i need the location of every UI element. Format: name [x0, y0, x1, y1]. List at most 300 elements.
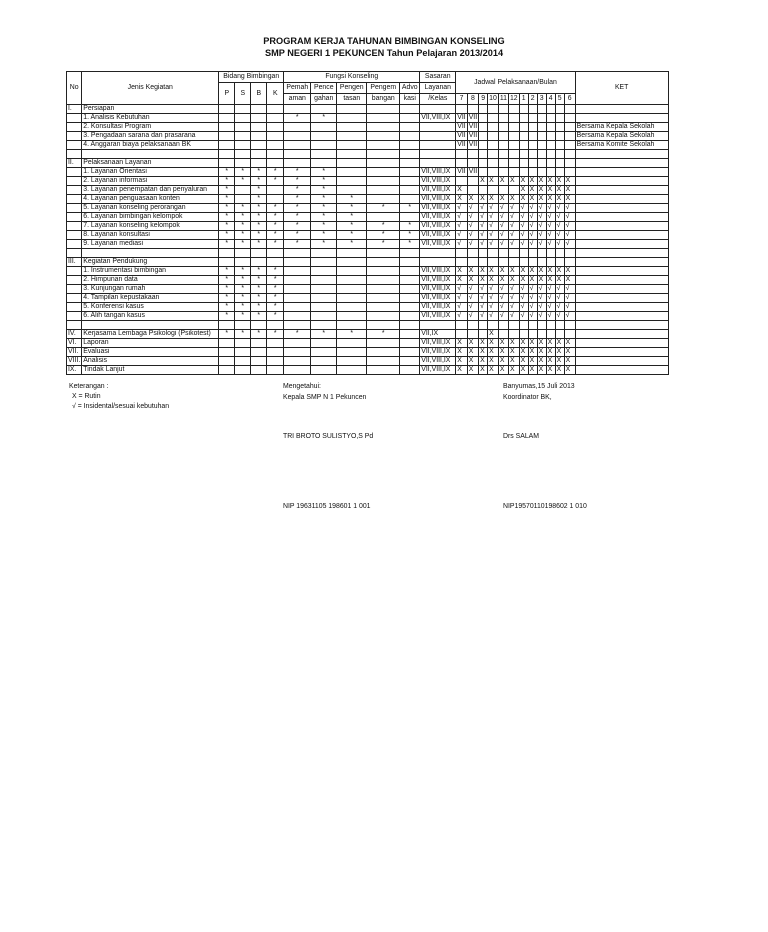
- fungsi-mark: [337, 366, 367, 375]
- keterangan: [575, 177, 668, 186]
- fungsi-mark: [284, 348, 311, 357]
- fungsi-mark: [311, 312, 337, 321]
- bidang-mark: *: [235, 285, 251, 294]
- month-mark: √: [456, 240, 467, 249]
- fungsi-mark: [284, 339, 311, 348]
- activity-name: 2. Layanan informasi: [82, 177, 219, 186]
- month-mark: [555, 141, 564, 150]
- month-mark: X: [519, 366, 528, 375]
- month-mark: X: [555, 177, 564, 186]
- activity-name: 7. Layanan konseling kelompok: [82, 222, 219, 231]
- month-mark: [479, 105, 488, 114]
- row-number: II.: [67, 159, 82, 168]
- month-mark: √: [467, 312, 478, 321]
- principal-name: TRI BROTO SULISTYO,S Pd: [283, 433, 374, 440]
- month-mark: [508, 186, 519, 195]
- fungsi-mark: [311, 348, 337, 357]
- month-mark: [498, 141, 508, 150]
- bidang-mark: *: [251, 222, 267, 231]
- fungsi-mark: *: [367, 330, 400, 339]
- month-mark: X: [546, 366, 555, 375]
- header-fungsi-col-top: Pengen: [337, 83, 367, 94]
- table-row: [67, 204, 669, 213]
- fungsi-mark: [337, 258, 367, 267]
- fungsi-mark: [284, 141, 311, 150]
- bidang-mark: *: [235, 276, 251, 285]
- table-row: [67, 168, 669, 177]
- bidang-mark: *: [235, 213, 251, 222]
- bidang-mark: [235, 339, 251, 348]
- month-mark: VII: [457, 132, 466, 139]
- fungsi-mark: [400, 348, 420, 357]
- month-mark: [519, 150, 528, 159]
- month-mark: [564, 258, 575, 267]
- month-mark: √: [564, 303, 575, 312]
- row-number: [67, 123, 82, 132]
- fungsi-mark: [337, 348, 367, 357]
- month-mark: X: [467, 267, 478, 276]
- month-mark: √: [555, 231, 564, 240]
- month-mark: [498, 321, 508, 330]
- month-mark: X: [479, 339, 488, 348]
- header-fungsi-col-top: Pengem: [367, 83, 400, 94]
- fungsi-mark: [400, 114, 420, 123]
- month-mark: [479, 249, 488, 258]
- row-number: [67, 150, 82, 159]
- month-mark: [479, 186, 488, 195]
- fungsi-mark: [367, 213, 400, 222]
- month-mark: √: [508, 312, 519, 321]
- month-mark: X: [488, 177, 499, 186]
- fungsi-mark: [367, 321, 400, 330]
- fungsi-mark: *: [311, 222, 337, 231]
- fungsi-mark: [337, 339, 367, 348]
- month-mark: √: [519, 222, 528, 231]
- row-number: [67, 222, 82, 231]
- program-table: [66, 71, 669, 375]
- fungsi-mark: [400, 105, 420, 114]
- bidang-mark: [251, 105, 267, 114]
- place-date: Banyumas,15 Juli 2013: [503, 383, 575, 390]
- activity-name: 4. Tampilan kepustakaan: [82, 294, 219, 303]
- principal-title: Kepala SMP N 1 Pekuncen: [283, 394, 367, 401]
- table-row: [67, 105, 669, 114]
- fungsi-mark: [337, 114, 367, 123]
- month-mark: X: [467, 195, 478, 204]
- month-mark: [479, 168, 488, 177]
- activity-name: 1. Instrumentasi bimbingan: [82, 267, 219, 276]
- fungsi-mark: [400, 366, 420, 375]
- bidang-mark: *: [235, 204, 251, 213]
- month-mark: X: [546, 357, 555, 366]
- month-mark: X: [564, 357, 575, 366]
- fungsi-mark: *: [400, 231, 420, 240]
- bidang-mark: *: [267, 204, 284, 213]
- bidang-mark: *: [251, 231, 267, 240]
- fungsi-mark: [284, 249, 311, 258]
- header-fungsi-col-top: Pence: [311, 83, 337, 94]
- fungsi-mark: [337, 159, 367, 168]
- bidang-mark: *: [219, 213, 235, 222]
- bidang-mark: [235, 321, 251, 330]
- month-mark: X: [479, 177, 488, 186]
- month-mark: √: [528, 231, 537, 240]
- month-mark: X: [546, 186, 555, 195]
- month-mark: X: [555, 186, 564, 195]
- fungsi-mark: *: [284, 330, 311, 339]
- month-mark: X: [456, 348, 467, 357]
- month-mark: [519, 258, 528, 267]
- activity-name: Evaluasi: [82, 348, 219, 357]
- month-mark: [479, 132, 488, 141]
- month-mark: VII: [468, 123, 478, 130]
- month-mark: X: [564, 339, 575, 348]
- bidang-mark: *: [219, 168, 235, 177]
- month-mark: X: [564, 195, 575, 204]
- fungsi-mark: [400, 339, 420, 348]
- fungsi-mark: [284, 132, 311, 141]
- sasaran-kelas: [420, 159, 456, 168]
- month-mark: [528, 105, 537, 114]
- bidang-mark: *: [267, 303, 284, 312]
- month-mark: [564, 114, 575, 123]
- month-mark: X: [488, 267, 499, 276]
- activity-name: Kerjasama Lembaga Psikologi (Psikotest): [82, 330, 219, 339]
- table-row: [67, 150, 669, 159]
- fungsi-mark: *: [284, 195, 311, 204]
- month-mark: [479, 114, 488, 123]
- row-number: IX.: [67, 366, 82, 375]
- activity-name: 4. Anggaran biaya pelaksanaan BK: [82, 141, 219, 150]
- bidang-mark: [267, 357, 284, 366]
- bidang-mark: *: [267, 213, 284, 222]
- month-mark: √: [546, 231, 555, 240]
- header-month: 7: [456, 94, 467, 105]
- fungsi-mark: [400, 249, 420, 258]
- month-mark: √: [498, 312, 508, 321]
- sasaran-kelas: VII,VIII,IX: [420, 195, 456, 204]
- table-row: [67, 249, 669, 258]
- month-mark: [508, 141, 519, 150]
- fungsi-mark: [400, 321, 420, 330]
- bidang-mark: [251, 249, 267, 258]
- fungsi-mark: *: [284, 222, 311, 231]
- month-mark: [519, 159, 528, 168]
- bidang-mark: *: [219, 330, 235, 339]
- month-mark: [488, 141, 499, 150]
- table-row: [67, 303, 669, 312]
- row-number: [67, 114, 82, 123]
- month-mark: √: [555, 303, 564, 312]
- header-month: 6: [564, 94, 575, 105]
- fungsi-mark: [284, 150, 311, 159]
- month-mark: [537, 141, 546, 150]
- header-month: 11: [498, 94, 508, 105]
- month-mark: X: [456, 339, 467, 348]
- row-number: [67, 285, 82, 294]
- month-mark: [564, 249, 575, 258]
- activity-name: 3. Layanan penempatan dan penyaluran: [82, 186, 219, 195]
- month-mark: [537, 168, 546, 177]
- fungsi-mark: [367, 312, 400, 321]
- month-mark: √: [546, 294, 555, 303]
- bidang-mark: *: [267, 294, 284, 303]
- fungsi-mark: [311, 321, 337, 330]
- fungsi-mark: [337, 303, 367, 312]
- bidang-mark: [219, 141, 235, 150]
- month-mark: [467, 321, 478, 330]
- header-fungsi: Fungsi Konseling: [284, 72, 420, 83]
- activity-name: 2. Konsultasi Program: [82, 123, 219, 132]
- month-mark: √: [546, 285, 555, 294]
- month-mark: √: [528, 240, 537, 249]
- sasaran-kelas: VII,VIII,IX: [420, 276, 456, 285]
- bidang-mark: *: [219, 195, 235, 204]
- month-mark: [519, 132, 528, 141]
- fungsi-mark: *: [284, 177, 311, 186]
- table-row: [67, 213, 669, 222]
- month-mark: [508, 105, 519, 114]
- month-mark: [498, 114, 508, 123]
- month-mark: X: [479, 366, 488, 375]
- fungsi-mark: [400, 258, 420, 267]
- month-mark: X: [564, 267, 575, 276]
- bidang-mark: [219, 258, 235, 267]
- month-mark: [488, 321, 499, 330]
- month-mark: √: [528, 204, 537, 213]
- month-mark: [537, 330, 546, 339]
- header-bidang-col: B: [251, 83, 267, 105]
- month-mark: √: [498, 303, 508, 312]
- month-mark: √: [546, 240, 555, 249]
- activity-name: [82, 321, 219, 330]
- fungsi-mark: [311, 123, 337, 132]
- month-mark: [467, 249, 478, 258]
- table-row: [67, 141, 669, 150]
- header-fungsi-col-bottom: bangan: [367, 94, 400, 105]
- legend-rutin: X = Rutin: [72, 393, 101, 400]
- month-mark: X: [555, 267, 564, 276]
- header-sasaran-top: Sasaran: [420, 72, 456, 83]
- month-mark: X: [467, 339, 478, 348]
- month-mark: [555, 330, 564, 339]
- fungsi-mark: [367, 258, 400, 267]
- bidang-mark: [219, 321, 235, 330]
- month-mark: X: [564, 177, 575, 186]
- month-mark: √: [456, 312, 467, 321]
- table-row: [67, 132, 669, 141]
- bidang-mark: *: [219, 222, 235, 231]
- month-mark: X: [456, 186, 467, 195]
- month-mark: X: [528, 357, 537, 366]
- fungsi-mark: [284, 159, 311, 168]
- header-month: 5: [555, 94, 564, 105]
- month-mark: [498, 105, 508, 114]
- month-mark: [488, 168, 499, 177]
- bidang-mark: [235, 186, 251, 195]
- fungsi-mark: [367, 267, 400, 276]
- month-mark: √: [519, 285, 528, 294]
- bidang-mark: *: [251, 195, 267, 204]
- bidang-mark: [235, 123, 251, 132]
- month-mark: [508, 258, 519, 267]
- month-mark: √: [528, 294, 537, 303]
- month-mark: VII: [457, 114, 466, 121]
- fungsi-mark: [311, 141, 337, 150]
- month-mark: [546, 114, 555, 123]
- month-mark: [537, 123, 546, 132]
- month-mark: X: [546, 195, 555, 204]
- month-mark: √: [498, 231, 508, 240]
- fungsi-mark: [311, 294, 337, 303]
- month-mark: [564, 141, 575, 150]
- fungsi-mark: [367, 141, 400, 150]
- month-mark: √: [528, 312, 537, 321]
- month-mark: [528, 114, 537, 123]
- bidang-mark: [251, 123, 267, 132]
- month-mark: [467, 159, 478, 168]
- bidang-mark: [235, 258, 251, 267]
- month-mark: [528, 321, 537, 330]
- month-mark: [508, 123, 519, 132]
- bidang-mark: *: [267, 222, 284, 231]
- month-mark: X: [564, 186, 575, 195]
- month-mark: [479, 150, 488, 159]
- month-mark: X: [498, 267, 508, 276]
- table-body: [67, 105, 669, 375]
- activity-name: 1. Analisis Kebutuhan: [82, 114, 219, 123]
- row-number: IV.: [67, 330, 82, 339]
- month-mark: X: [508, 348, 519, 357]
- bidang-mark: [251, 114, 267, 123]
- bidang-mark: [219, 357, 235, 366]
- table-row: [67, 285, 669, 294]
- table-row: [67, 267, 669, 276]
- month-mark: [564, 150, 575, 159]
- month-mark: √: [555, 285, 564, 294]
- fungsi-mark: [367, 276, 400, 285]
- header-jadwal: Jadwal Pelaksanaan/Bulan: [456, 72, 575, 94]
- month-mark: √: [498, 240, 508, 249]
- table-row: [67, 258, 669, 267]
- month-mark: √: [528, 285, 537, 294]
- month-mark: [519, 141, 528, 150]
- fungsi-mark: *: [311, 330, 337, 339]
- month-mark: X: [479, 267, 488, 276]
- bidang-mark: [235, 150, 251, 159]
- bidang-mark: *: [235, 267, 251, 276]
- bidang-mark: [235, 366, 251, 375]
- bidang-mark: [219, 249, 235, 258]
- month-mark: [519, 249, 528, 258]
- bidang-mark: [219, 123, 235, 132]
- fungsi-mark: [284, 366, 311, 375]
- bidang-mark: [251, 366, 267, 375]
- table-row: [67, 114, 669, 123]
- table-row: [67, 357, 669, 366]
- header-sasaran-bot: /Kelas: [420, 94, 456, 105]
- fungsi-mark: [367, 114, 400, 123]
- header-fungsi-col-bottom: gahan: [311, 94, 337, 105]
- sasaran-kelas: VII,VIII,IX: [420, 303, 456, 312]
- month-mark: X: [564, 348, 575, 357]
- keterangan: [575, 303, 668, 312]
- fungsi-mark: *: [367, 231, 400, 240]
- month-mark: X: [488, 195, 499, 204]
- bidang-mark: *: [219, 303, 235, 312]
- bidang-mark: [235, 132, 251, 141]
- bidang-mark: *: [219, 294, 235, 303]
- month-mark: √: [564, 312, 575, 321]
- month-mark: [498, 168, 508, 177]
- month-mark: √: [467, 294, 478, 303]
- month-mark: X: [498, 366, 508, 375]
- bidang-mark: [235, 105, 251, 114]
- bidang-mark: *: [267, 240, 284, 249]
- mengetahui-label: Mengetahui:: [283, 383, 321, 390]
- month-mark: X: [488, 357, 499, 366]
- month-mark: X: [537, 339, 546, 348]
- bidang-mark: [267, 249, 284, 258]
- fungsi-mark: *: [337, 195, 367, 204]
- month-mark: √: [488, 240, 499, 249]
- month-mark: √: [537, 312, 546, 321]
- bidang-mark: [235, 141, 251, 150]
- month-mark: X: [508, 357, 519, 366]
- month-mark: X: [519, 357, 528, 366]
- month-mark: [555, 132, 564, 141]
- fungsi-mark: [367, 177, 400, 186]
- bidang-mark: *: [251, 267, 267, 276]
- fungsi-mark: [311, 285, 337, 294]
- header-bidang-col: P: [219, 83, 235, 105]
- month-mark: [546, 105, 555, 114]
- fungsi-mark: [400, 267, 420, 276]
- header-month: 8: [467, 94, 478, 105]
- bidang-mark: [267, 159, 284, 168]
- legend-insidental: √ = Insidental/sesuai kebutuhan: [72, 403, 170, 410]
- fungsi-mark: [284, 285, 311, 294]
- month-mark: [456, 330, 467, 339]
- month-mark: √: [498, 222, 508, 231]
- bidang-mark: *: [235, 303, 251, 312]
- bidang-mark: *: [219, 231, 235, 240]
- header-fungsi-col-top: Advo: [400, 83, 420, 94]
- bidang-mark: *: [219, 240, 235, 249]
- fungsi-mark: *: [337, 222, 367, 231]
- table-row: [67, 294, 669, 303]
- fungsi-mark: [311, 150, 337, 159]
- table-row: [67, 159, 669, 168]
- month-mark: √: [564, 213, 575, 222]
- month-mark: [546, 258, 555, 267]
- month-mark: X: [456, 267, 467, 276]
- month-mark: [498, 150, 508, 159]
- month-mark: [537, 258, 546, 267]
- fungsi-mark: [284, 123, 311, 132]
- bidang-mark: [251, 348, 267, 357]
- bidang-mark: [251, 132, 267, 141]
- table-row: [67, 276, 669, 285]
- activity-name: 1. Layanan Orientasi: [82, 168, 219, 177]
- fungsi-mark: [337, 249, 367, 258]
- month-mark: √: [467, 222, 478, 231]
- month-mark: [519, 168, 528, 177]
- month-mark: [555, 159, 564, 168]
- header-ket: KET: [575, 72, 668, 105]
- month-mark: X: [456, 366, 467, 375]
- fungsi-mark: [337, 285, 367, 294]
